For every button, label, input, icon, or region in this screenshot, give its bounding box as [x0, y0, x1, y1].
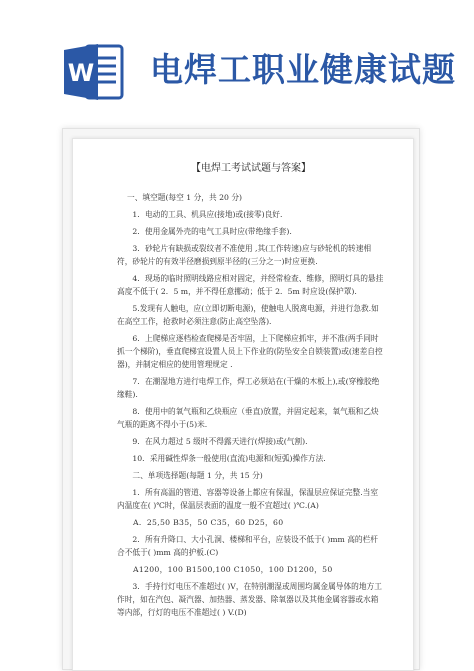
document-body	[117, 161, 385, 623]
section-fill-in-title: 一、填空题(每空 1 分，共 20 分)	[127, 193, 243, 202]
choice-options-1: A．25,50 B35，50 C35，60 D25，60	[133, 518, 284, 527]
question-4: 4．现场的临时照明线路应相对固定，并经常检查、维修，照明灯具的悬挂高度不低于( 2．5 m，并不得任意挪动；低于 2．5m 时应设(保护罩).	[117, 274, 384, 296]
question-9: 9．在风力超过 5 级时不得露天进行(焊接)或(气割).	[132, 437, 308, 446]
choice-question-2: 2．所有升降口、大小孔洞、楼梯和平台，应装设不低于( )mm 高的栏杆合不低于( )mm 高的护板.(C)	[117, 535, 378, 557]
document-preview	[72, 138, 414, 671]
document-heading: 【电焊工考试试题与答案】	[191, 163, 311, 174]
question-8: 8．使用中的氧气瓶和乙炔瓶应（垂直)放置，并固定起来，氧气瓶和乙炔气瓶的距离不得小于(5)米.	[117, 407, 379, 429]
question-1: 1．电动的工具、机具应(接地)或(接零)良好.	[132, 210, 283, 219]
choice-options-2: A1200，100 B1500,100 C1050，100 D1200，50	[133, 565, 333, 574]
question-7: 7．在潮湿地方进行电焊工作，焊工必须站在(干燥的木板上),或(穿橡胶绝缘鞋).	[117, 377, 380, 399]
choice-question-1: 1．所有高温的管道、容器等设备上都应有保温，保温层应保证完整.当室内温度在( )℃时，保温层表面的温度一般不宜超过( )℃.(A)	[117, 488, 379, 510]
page-title: 电焊工职业健康试题	[150, 50, 456, 89]
question-5: 5.发现有人触电，应(立即切断电源)，使触电人脱离电源，并进行急救.如在高空工作，抢救时必须注意(防止高空坠落).	[117, 304, 379, 326]
question-10: 10．采用碱性焊条一般使用(直流)电源和(短弧)操作方法.	[132, 454, 326, 463]
question-3: 3．砂轮片有缺损或裂纹者不准使用 ,其(工作转速)应与砂轮机的转速相符，砂轮片的有效半径磨损到原半径的(三分之一)时应更换.	[117, 244, 372, 266]
choice-question-3: 3．手持行灯电压不准超过( )V，在特别潮湿或周围均属金属导体的地方工作时，如在汽包、凝汽器、加热器、蒸发器、除氧器以及其他金属容器或水箱等内部，行灯的电压不准超过( ) V.(D)	[117, 582, 382, 617]
question-2: 2．使用金属外壳的电气工具时应(带绝缘手套).	[132, 227, 292, 236]
section-choice-title: 二、单项选择题(每题 1 分，共 15 分)	[132, 471, 263, 480]
word-document-icon	[62, 40, 126, 104]
question-6: 6．上爬梯应逐档检查爬梯是否牢固，上下爬梯应抓牢，并不准(两手同时抓一个梯阶)，垂直爬梯宜设置人员上下作业的(防坠安全自锁装置)或(速差自控器)，并制定相应的使用管理规定 .	[117, 334, 383, 369]
word-letter: W	[67, 59, 95, 87]
page-header	[0, 0, 474, 120]
